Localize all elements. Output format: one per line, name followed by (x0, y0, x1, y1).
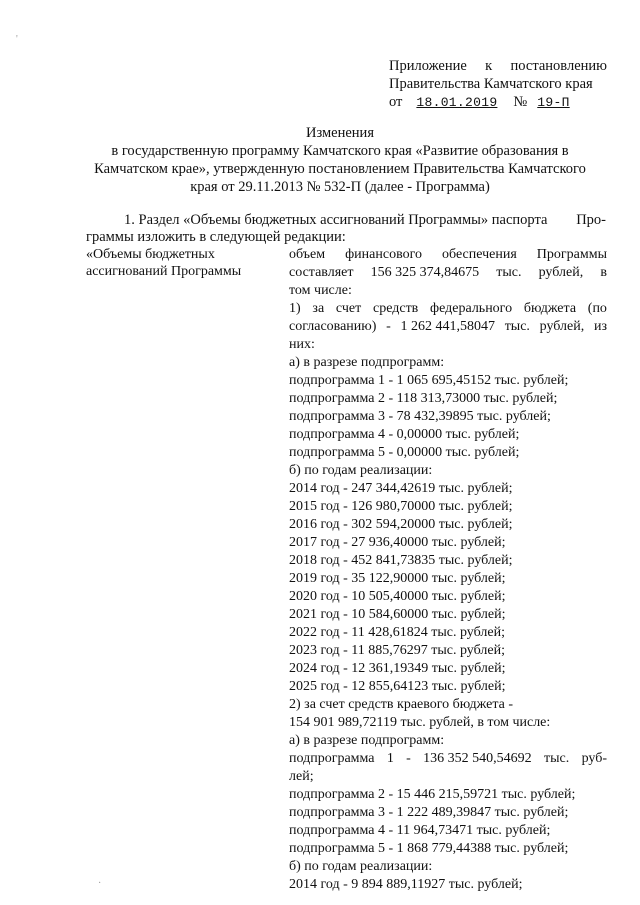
word: тыс. (543, 751, 570, 766)
word: руб- (581, 751, 607, 766)
title-line: края от 29.11.2013 № 532-П (далее - Программа) (190, 179, 490, 195)
appendix-word: постановлению (510, 58, 607, 74)
word: тыс. (496, 265, 522, 280)
word: (по (587, 301, 607, 316)
text-line: б) по годам реализации: (289, 463, 433, 478)
word: счет (335, 301, 362, 316)
subprogram-line: подпрограмма 5 - 1 868 779,44388 тыс. рублей; (289, 841, 569, 856)
year-line: 2022 год - 11 428,61824 тыс. рублей; (289, 625, 505, 640)
intro-paragraph (86, 212, 606, 246)
year-line: 2023 год - 11 885,76297 тыс. рублей; (289, 643, 505, 658)
year-line: 2014 год - 9 894 889,11927 тыс. рублей; (289, 877, 523, 892)
federal-amount: 1 262 441,58047 (400, 319, 495, 334)
title-heading: Изменения (306, 125, 374, 141)
year-line: 2016 год - 302 594,20000 тыс. рублей; (289, 517, 513, 532)
text-line: том числе: (289, 283, 352, 298)
left-cell-line: «Объемы бюджетных (86, 247, 215, 262)
text-line (289, 264, 607, 282)
left-cell-line: ассигнований Программы (86, 264, 242, 279)
text-line (289, 318, 607, 336)
title-line: в государственную программу Камчатского края «Развитие образования в (111, 143, 569, 159)
document-title (60, 124, 620, 196)
intro-line-2: граммы изложить в следующей редакции: (86, 229, 346, 245)
scan-speck: ' (16, 34, 18, 45)
text-line: лей; (289, 769, 314, 784)
decree-date: 18.01.2019 (416, 95, 498, 110)
appendix-line-1 (389, 57, 607, 75)
word: - (406, 751, 411, 766)
word: составляет (289, 265, 354, 280)
year-line: 2015 год - 126 980,70000 тыс. рублей; (289, 499, 513, 514)
subprogram-line: подпрограмма 2 - 118 313,73000 тыс. рублей; (289, 391, 558, 406)
year-line: 2017 год - 27 936,40000 тыс. рублей; (289, 535, 506, 550)
word: рублей, (538, 265, 584, 280)
word: обеспечения (442, 247, 517, 262)
year-line: 2020 год - 10 505,40000 тыс. рублей; (289, 589, 506, 604)
text-line (289, 300, 607, 318)
word: 136 352 540,54692 (423, 751, 532, 766)
subprogram-line: подпрограмма 1 - 1 065 695,45152 тыс. рублей; (289, 373, 569, 388)
word: за (312, 301, 325, 316)
date-label: от (389, 94, 403, 110)
year-line: 2019 год - 35 122,90000 тыс. рублей; (289, 571, 506, 586)
text-line: а) в разрезе подпрограмм: (289, 355, 445, 370)
word: объем (289, 247, 326, 262)
total-amount: 156 325 374,84675 (370, 265, 480, 280)
word: финансового (345, 247, 422, 262)
word: из (593, 319, 607, 334)
subprogram-line: подпрограмма 3 - 1 222 489,39847 тыс. рублей; (289, 805, 569, 820)
word: федерального (430, 301, 513, 316)
word: рублей, (539, 319, 585, 334)
word: в (600, 265, 607, 280)
table-right-cell (289, 246, 607, 894)
word: подпрограмма (289, 751, 375, 766)
appendix-word: Приложение (389, 58, 467, 74)
text-line: них: (289, 337, 315, 352)
text-line: б) по годам реализации: (289, 859, 433, 874)
text-line: а) в разрезе подпрограмм: (289, 733, 445, 748)
text-line: 2) за счет средств краевого бюджета - (289, 697, 514, 712)
number-label: № (513, 94, 528, 110)
appendix-line-3 (389, 93, 607, 112)
year-line: 2018 год - 452 841,73835 тыс. рублей; (289, 553, 513, 568)
word: 1 (386, 751, 394, 766)
word: средств (372, 301, 419, 316)
word: согласованию) (289, 319, 377, 334)
intro-text: Про- (576, 212, 606, 228)
text-line (289, 246, 607, 264)
appendix-line-2: Правительства Камчатского края (389, 76, 593, 92)
intro-line-1 (86, 212, 606, 229)
word: 1) (289, 301, 301, 316)
appendix-header (389, 57, 607, 112)
intro-text: 1. Раздел «Объемы бюджетных ассигнований Программы» паспорта (124, 212, 548, 228)
word: тыс. (504, 319, 530, 334)
table-left-cell (86, 246, 276, 280)
appendix-word: к (485, 58, 493, 74)
word: Программы (536, 247, 607, 262)
year-line: 2025 год - 12 855,64123 тыс. рублей; (289, 679, 506, 694)
subprogram-line: подпрограмма 4 - 0,00000 тыс. рублей; (289, 427, 520, 442)
year-line: 2024 год - 12 361,19349 тыс. рублей; (289, 661, 506, 676)
word: бюджета (523, 301, 577, 316)
scan-speck: · (98, 878, 102, 889)
title-line: Камчатском крае», утвержденную постановлением Правительства Камчатского (94, 161, 586, 177)
year-line: 2014 год - 247 344,42619 тыс. рублей; (289, 481, 513, 496)
year-line: 2021 год - 10 584,60000 тыс. рублей; (289, 607, 506, 622)
decree-number: 19-П (537, 95, 570, 110)
subprogram-line: подпрограмма 5 - 0,00000 тыс. рублей; (289, 445, 520, 460)
subprogram-line: подпрограмма 3 - 78 432,39895 тыс. рублей; (289, 409, 551, 424)
subprogram-line: подпрограмма 2 - 15 446 215,59721 тыс. рублей; (289, 787, 576, 802)
subprogram-line (289, 750, 607, 768)
word: - (386, 319, 391, 334)
subprogram-line: подпрограмма 4 - 11 964,73471 тыс. рублей; (289, 823, 551, 838)
regional-amount: 154 901 989,72119 тыс. рублей, в том числе: (289, 715, 551, 730)
